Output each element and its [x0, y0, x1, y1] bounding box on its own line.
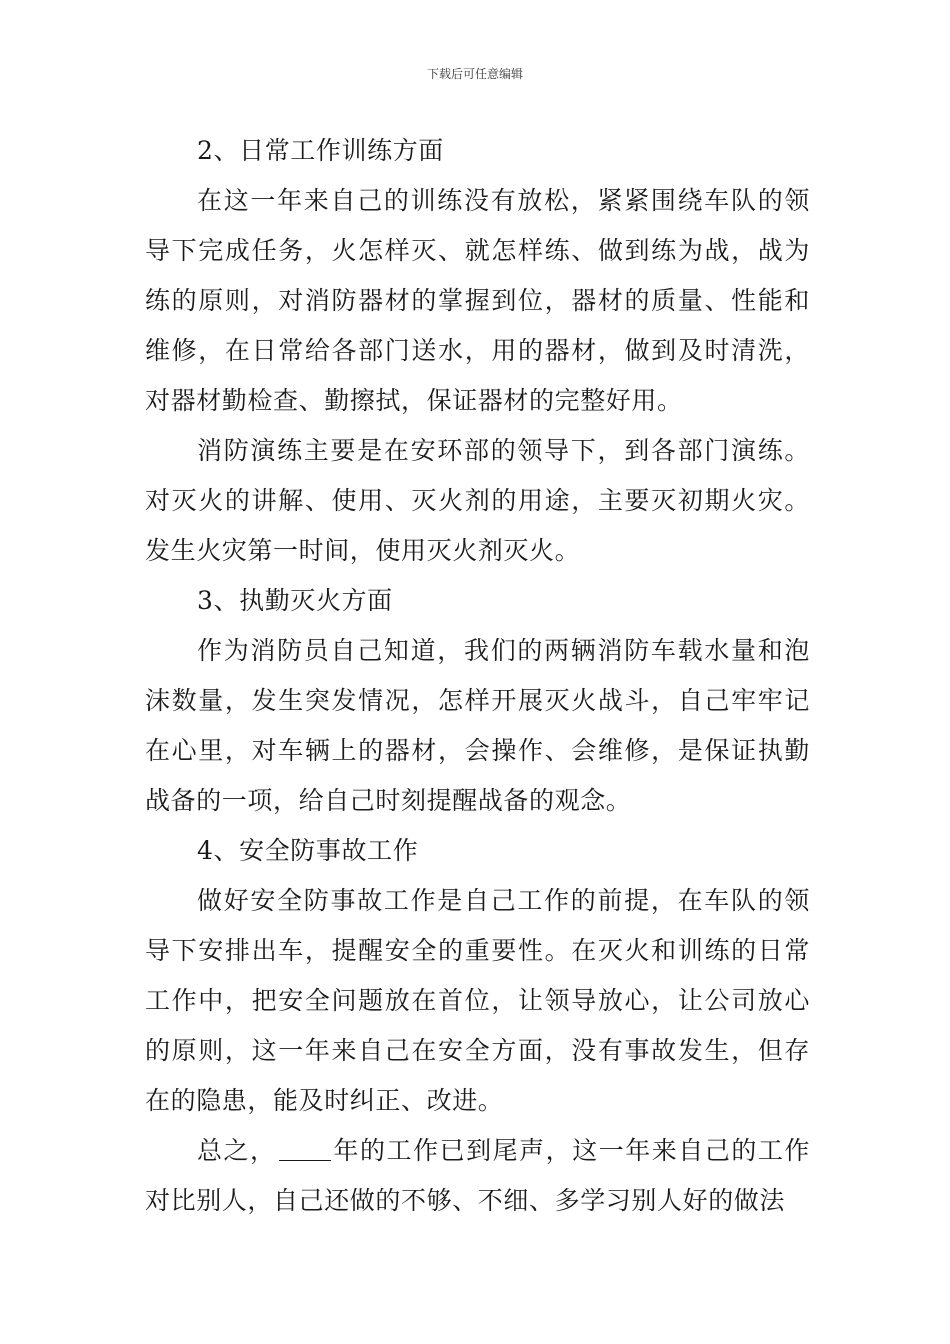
page-header-note: 下载后可任意编辑 — [426, 67, 523, 81]
paragraph-safety: 做好安全防事故工作是自己工作的前提，在车队的领导下安排出车，提醒安全的重要性。在灭火和训练的日常工作中，把安全问题放在首位，让领导放心，让公司放心的原则，这一年来自己在安全方面，没有事故发生，但存在的隐患，能及时纠正、改进。 — [145, 886, 810, 1115]
section-heading-safety: 4、安全防事故工作 — [197, 836, 419, 865]
section-heading-duty-firefighting: 3、执勤灭火方面 — [197, 586, 393, 615]
summary-prefix: 总之， — [197, 1136, 277, 1165]
paragraph-duty: 作为消防员自己知道，我们的两辆消防车载水量和泡沫数量，发生突发情况，怎样开展灭火战斗，自己牢牢记在心里，对车辆上的器材，会操作、会维修，是保证执勤战备的一项，给自己时刻提醒战备的观念。 — [145, 636, 810, 815]
year-blank-line — [279, 1138, 331, 1161]
paragraph-drill: 消防演练主要是在安环部的领导下，到各部门演练。对灭火的讲解、使用、灭火剂的用途，主要灭初期火灾。发生火灾第一时间，使用灭火剂灭火。 — [145, 436, 810, 565]
summary-text: 年的工作已到尾声，这一年来自己的工作对比别人，自己还做的不够、不细、多学习别人好的做法 — [145, 1136, 810, 1215]
paragraph-training: 在这一年来自己的训练没有放松，紧紧围绕车队的领导下完成任务，火怎样灭、就怎样练、做到练为战，战为练的原则，对消防器材的掌握到位，器材的质量、性能和维修，在日常给各部门送水，用的器材，做到及时清洗，对器材勤检查、勤擦拭，保证器材的完整好用。 — [145, 186, 810, 415]
paragraph-summary — [145, 1126, 810, 1226]
document-body — [145, 126, 810, 1226]
section-heading-daily-training: 2、日常工作训练方面 — [197, 136, 444, 165]
